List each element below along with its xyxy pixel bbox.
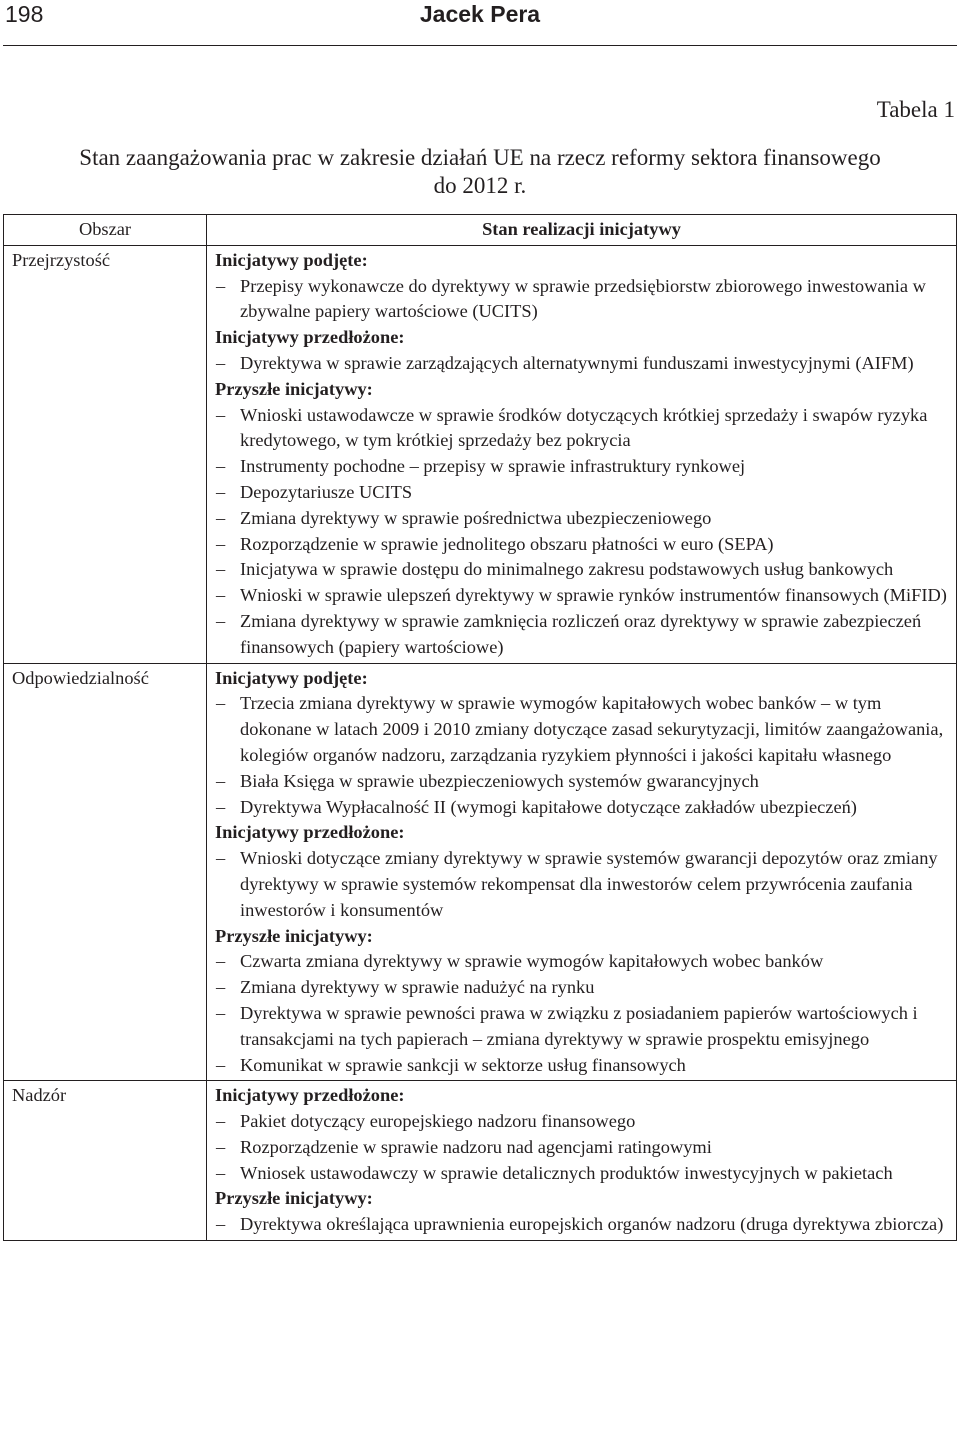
list-item-text: Inicjatywa w sprawie dostępu do minimalnego zakresu podstawowych usług bankowych <box>240 559 894 580</box>
list-item-text: Zmiana dyrektywy w sprawie pośrednictwa ubezpieczeniowego <box>240 507 712 528</box>
list-item-text: Rozporządzenie w sprawie jednolitego obszaru płatności w euro (SEPA) <box>240 533 774 554</box>
dash-bullet: – <box>216 848 226 869</box>
list-item-text: Wniosek ustawodawczy w sprawie detalicznych produktów inwestycyjnych w pakietach <box>240 1162 893 1183</box>
dash-bullet: – <box>216 610 226 631</box>
header-divider <box>3 45 957 46</box>
initiative-list <box>215 949 948 1078</box>
dash-bullet: – <box>216 951 226 972</box>
table-label: Tabela 1 <box>876 97 955 122</box>
initiative-group-title: Przyszłe inicjatywy: <box>215 925 373 946</box>
page-header <box>0 0 960 46</box>
list-item-text: Komunikat w sprawie sankcji w sektorze usług finansowych <box>240 1054 686 1075</box>
list-item-text: Wnioski w sprawie ulepszeń dyrektywy w sprawie rynków instrumentów finansowych (MiFID) <box>240 585 947 606</box>
list-item-text: Zmiana dyrektywy w sprawie zamknięcia rozliczeń oraz dyrektywy w sprawie zabezpieczeń finansowych (papiery wartościowe) <box>240 610 922 657</box>
initiative-group-title: Przyszłe inicjatywy: <box>215 378 373 399</box>
dash-bullet: – <box>216 585 226 606</box>
list-item-text: Dyrektywa Wypłacalność II (wymogi kapitałowe dotyczące zakładów ubezpieczeń) <box>240 796 857 817</box>
list-item-text: Dyrektywa w sprawie zarządzających alternatywnymi funduszami inwestycyjnymi (AIFM) <box>240 352 914 373</box>
list-item <box>215 351 948 377</box>
table-caption <box>0 144 960 200</box>
dash-bullet: – <box>216 796 226 817</box>
list-item <box>215 949 948 975</box>
dash-bullet: – <box>216 770 226 791</box>
dash-bullet: – <box>216 559 226 580</box>
list-item-text: Trzecia zmiana dyrektywy w sprawie wymogów kapitałowych wobec banków – w tym dokonane w latach 2009 i 2010 zmiany dotyczące zasad sekurytyzacji, limitów zaangażowania, kolegiów organów nadzoru, zarządzania ryzykiem płynności i jakości kapitału własnego <box>240 693 944 765</box>
list-item <box>215 1212 948 1238</box>
dash-bullet: – <box>216 977 226 998</box>
list-item-text: Wnioski ustawodawcze w sprawie środków dotyczących krótkiej sprzedaży i swapów ryzyka kredytowego, w tym krótkiej sprzedaży bez pokrycia <box>240 404 928 451</box>
table-body <box>4 245 957 1240</box>
area-cell: Przejrzystość <box>4 245 207 663</box>
table-row <box>4 245 957 663</box>
dash-bullet: – <box>216 507 226 528</box>
list-item <box>215 769 948 795</box>
list-item-text: Zmiana dyrektywy w sprawie nadużyć na rynku <box>240 977 595 998</box>
column-header-area: Obszar <box>4 215 207 246</box>
dash-bullet: – <box>216 1162 226 1183</box>
list-item <box>215 795 948 821</box>
table-row <box>4 663 957 1081</box>
area-cell: Nadzór <box>4 1081 207 1241</box>
dash-bullet: – <box>216 693 226 714</box>
list-item <box>215 1161 948 1187</box>
caption-line-1: Stan zaangażowania prac w zakresie działań UE na rzecz reformy sektora finansowego <box>79 145 881 170</box>
table-header-row <box>4 215 957 246</box>
initiative-group-title: Inicjatywy przedłożone: <box>215 822 405 843</box>
initiative-list <box>215 1212 948 1238</box>
list-item <box>215 274 948 326</box>
status-cell <box>207 663 957 1081</box>
list-item-text: Przepisy wykonawcze do dyrektywy w sprawie przedsiębiorstw zbiorowego inwestowania w zbywalne papiery wartościowe (UCITS) <box>240 275 926 322</box>
status-cell <box>207 1081 957 1241</box>
list-item <box>215 506 948 532</box>
initiative-list <box>215 274 948 326</box>
author-name: Jacek Pera <box>419 1 541 27</box>
dash-bullet: – <box>216 1214 226 1235</box>
dash-bullet: – <box>216 481 226 502</box>
list-item <box>215 532 948 558</box>
list-item-text: Depozytariusze UCITS <box>240 481 413 502</box>
list-item-text: Pakiet dotyczący europejskiego nadzoru finansowego <box>240 1111 636 1132</box>
initiative-group-title: Przyszłe inicjatywy: <box>215 1188 373 1209</box>
list-item-text: Wnioski dotyczące zmiany dyrektywy w sprawie systemów gwarancji depozytów oraz zmiany dyrektywy w sprawie systemów rekompensat dla inwestorów celem przywrócenia zaufania inwestorów i konsumentów <box>240 848 938 920</box>
list-item <box>215 454 948 480</box>
list-item-text: Biała Księga w sprawie ubezpieczeniowych systemów gwarancyjnych <box>240 770 759 791</box>
list-item <box>215 1135 948 1161</box>
initiative-group-title: Inicjatywy przedłożone: <box>215 1085 405 1106</box>
initiative-list <box>215 691 948 820</box>
list-item-text: Czwarta zmiana dyrektywy w sprawie wymogów kapitałowych wobec banków <box>240 951 824 972</box>
dash-bullet: – <box>216 456 226 477</box>
list-item-text: Rozporządzenie w sprawie nadzoru nad agencjami ratingowymi <box>240 1136 712 1157</box>
list-item <box>215 609 948 661</box>
list-item <box>215 480 948 506</box>
dash-bullet: – <box>216 404 226 425</box>
initiative-group-title: Inicjatywy podjęte: <box>215 667 368 688</box>
dash-bullet: – <box>216 352 226 373</box>
list-item <box>215 557 948 583</box>
list-item <box>215 1001 948 1053</box>
initiative-list <box>215 351 948 377</box>
list-item <box>215 583 948 609</box>
list-item <box>215 975 948 1001</box>
dash-bullet: – <box>216 1054 226 1075</box>
table-row <box>4 1081 957 1241</box>
initiative-list <box>215 403 948 661</box>
area-cell: Odpowiedzialność <box>4 663 207 1081</box>
list-item <box>215 1109 948 1135</box>
initiative-list <box>215 846 948 923</box>
initiative-group-title: Inicjatywy przedłożone: <box>215 327 405 348</box>
dash-bullet: – <box>216 1136 226 1157</box>
list-item-text: Dyrektywa określająca uprawnienia europejskich organów nadzoru (druga dyrektywa zbiorcza) <box>240 1214 944 1235</box>
initiatives-table <box>3 214 957 1241</box>
initiative-list <box>215 1109 948 1186</box>
list-item <box>215 403 948 455</box>
list-item <box>215 846 948 923</box>
status-cell <box>207 245 957 663</box>
list-item <box>215 691 948 768</box>
list-item-text: Dyrektywa w sprawie pewności prawa w związku z posiadaniem papierów wartościowych i transakcjami na tych papierach – zmiana dyrektywy w sprawie prospektu emisyjnego <box>240 1002 918 1049</box>
dash-bullet: – <box>216 1111 226 1132</box>
column-header-status: Stan realizacji inicjatywy <box>207 215 957 246</box>
dash-bullet: – <box>216 275 226 296</box>
dash-bullet: – <box>216 533 226 554</box>
initiative-group-title: Inicjatywy podjęte: <box>215 249 368 270</box>
list-item-text: Instrumenty pochodne – przepisy w sprawie infrastruktury rynkowej <box>240 456 746 477</box>
caption-line-2: do 2012 r. <box>433 173 527 198</box>
list-item <box>215 1053 948 1079</box>
dash-bullet: – <box>216 1002 226 1023</box>
page-number: 198 <box>5 1 44 27</box>
